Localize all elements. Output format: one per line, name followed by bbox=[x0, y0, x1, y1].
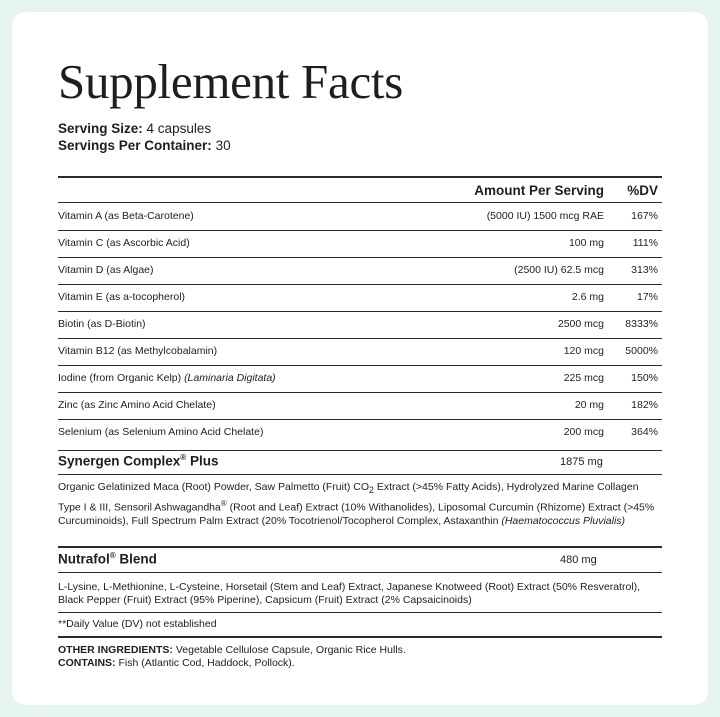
nutrient-amount: (2500 IU) 62.5 mcg bbox=[514, 264, 604, 276]
nutrafol-amount: 480 mg bbox=[560, 554, 597, 566]
table-row bbox=[58, 312, 662, 338]
nutrafol-ingredients: L-Lysine, L-Methionine, L-Cysteine, Horsetail (Stem and Leaf) Extract, Japanese Knotweed (Root) Extract (50% Resveratrol), Black Pepper (Fruit) Extract (95% Piperine), Capsicum (Fruit) Extract (2% Capsaicinoids) bbox=[58, 581, 641, 606]
nutrient-dv: 182% bbox=[631, 399, 658, 411]
registered-mark: ® bbox=[180, 453, 187, 462]
nutrient-name: Vitamin D (as Algae) bbox=[58, 264, 154, 276]
nutrient-name: Selenium (as Selenium Amino Acid Chelate) bbox=[58, 426, 264, 438]
divider bbox=[58, 572, 662, 573]
synergen-ingredients bbox=[58, 481, 662, 528]
table-row bbox=[58, 231, 662, 257]
other-ingredients-label: OTHER INGREDIENTS: bbox=[58, 644, 173, 656]
contains-label: CONTAINS: bbox=[58, 657, 116, 669]
table-row bbox=[58, 339, 662, 365]
divider bbox=[58, 202, 662, 203]
nutrient-name bbox=[58, 372, 276, 384]
table-row bbox=[58, 285, 662, 311]
contains-value: Fish (Atlantic Cod, Haddock, Pollock). bbox=[115, 657, 295, 669]
table-row bbox=[58, 366, 662, 392]
table-row bbox=[58, 420, 662, 446]
nutrient-name: Zinc (as Zinc Amino Acid Chelate) bbox=[58, 399, 216, 411]
nutrient-dv: 167% bbox=[631, 210, 658, 222]
dv-footnote: **Daily Value (DV) not established bbox=[58, 618, 217, 630]
divider bbox=[58, 636, 662, 638]
serving-size-label: Serving Size: bbox=[58, 121, 143, 136]
nutrient-dv: 17% bbox=[636, 291, 658, 303]
divider bbox=[58, 450, 662, 451]
divider bbox=[58, 612, 662, 613]
serving-size-value: 4 capsules bbox=[146, 121, 212, 136]
nutrient-amount: 225 mcg bbox=[563, 372, 604, 384]
subscript-2: 2 bbox=[369, 485, 374, 496]
nutrient-dv: 111% bbox=[632, 237, 658, 249]
nutrient-dv: 8333% bbox=[625, 318, 658, 330]
nutrient-dv: 150% bbox=[631, 372, 658, 384]
table-row bbox=[58, 393, 662, 419]
synergen-name: Synergen Complex bbox=[58, 453, 181, 469]
nutrient-dv: 364% bbox=[631, 426, 658, 438]
synergen-desc-part: Extract (>45% Fatty Acids), Hydrolyzed Marine Collagen Type I & III, Sensoril Ashwagandha bbox=[58, 481, 639, 514]
nutrafol-name-suffix: Blend bbox=[115, 551, 157, 567]
table-row bbox=[58, 204, 662, 230]
nutrient-dv: 313% bbox=[631, 264, 658, 276]
divider bbox=[58, 176, 662, 178]
nutrafol-blend-title bbox=[58, 551, 157, 567]
nutrient-name: Vitamin E (as a-tocopherol) bbox=[58, 291, 186, 303]
servings-per-container-value: 30 bbox=[215, 138, 231, 153]
servings-per-container bbox=[58, 137, 231, 154]
nutrient-amount: 20 mg bbox=[574, 399, 604, 411]
synergen-amount: 1875 mg bbox=[560, 456, 603, 468]
nutrient-name: Vitamin C (as Ascorbic Acid) bbox=[58, 237, 190, 249]
other-ingredients bbox=[58, 644, 406, 657]
nutrient-name-text: Iodine (from Organic Kelp) bbox=[58, 372, 182, 384]
synergen-desc-latin: (Haematococcus Pluvialis) bbox=[501, 514, 626, 527]
nutrient-name-latin: (Laminaria Digitata) bbox=[184, 372, 276, 384]
registered-mark: ® bbox=[220, 499, 227, 509]
dv-header: %DV bbox=[627, 183, 658, 198]
nutrient-amount: 120 mcg bbox=[563, 345, 604, 357]
nutrient-name: Vitamin A (as Beta-Carotene) bbox=[58, 210, 194, 222]
nutrient-amount: 2.6 mg bbox=[571, 291, 604, 303]
supplement-facts-panel bbox=[12, 12, 708, 705]
nutrient-amount: 200 mcg bbox=[563, 426, 604, 438]
nutrient-name: Biotin (as D-Biotin) bbox=[58, 318, 146, 330]
serving-size bbox=[58, 120, 231, 137]
contains bbox=[58, 657, 295, 670]
nutrient-amount: 2500 mcg bbox=[557, 318, 604, 330]
servings-per-container-label: Servings Per Container: bbox=[58, 138, 212, 153]
nutrafol-name: Nutrafol bbox=[58, 551, 110, 567]
page-title: Supplement Facts bbox=[58, 54, 403, 109]
synergen-desc-part: (Root and Leaf) Extract (10% Withanolides), Liposomal Curcumin (Rhizome) Extract (>45% Curcuminoids), Full Spectrum Palm Extract (20% Tocotrienol/Tocopherol Complex, Astaxanthin bbox=[58, 501, 655, 527]
divider bbox=[58, 474, 662, 475]
nutrient-amount: 100 mg bbox=[568, 237, 604, 249]
divider bbox=[58, 546, 662, 548]
nutrient-name: Vitamin B12 (as Methylcobalamin) bbox=[58, 345, 218, 357]
synergen-desc-part: Organic Gelatinized Maca (Root) Powder, Saw Palmetto (Fruit) CO bbox=[58, 481, 370, 493]
serving-info bbox=[58, 120, 231, 154]
synergen-name-suffix: Plus bbox=[186, 453, 219, 469]
nutrient-dv: 5000% bbox=[625, 345, 658, 357]
amount-per-serving-header: Amount Per Serving bbox=[474, 183, 604, 198]
other-ingredients-value: Vegetable Cellulose Capsule, Organic Rice Hulls. bbox=[172, 644, 406, 656]
nutrient-amount: (5000 IU) 1500 mcg RAE bbox=[486, 210, 604, 222]
synergen-complex-title bbox=[58, 453, 218, 469]
registered-mark: ® bbox=[109, 551, 116, 560]
table-row bbox=[58, 258, 662, 284]
